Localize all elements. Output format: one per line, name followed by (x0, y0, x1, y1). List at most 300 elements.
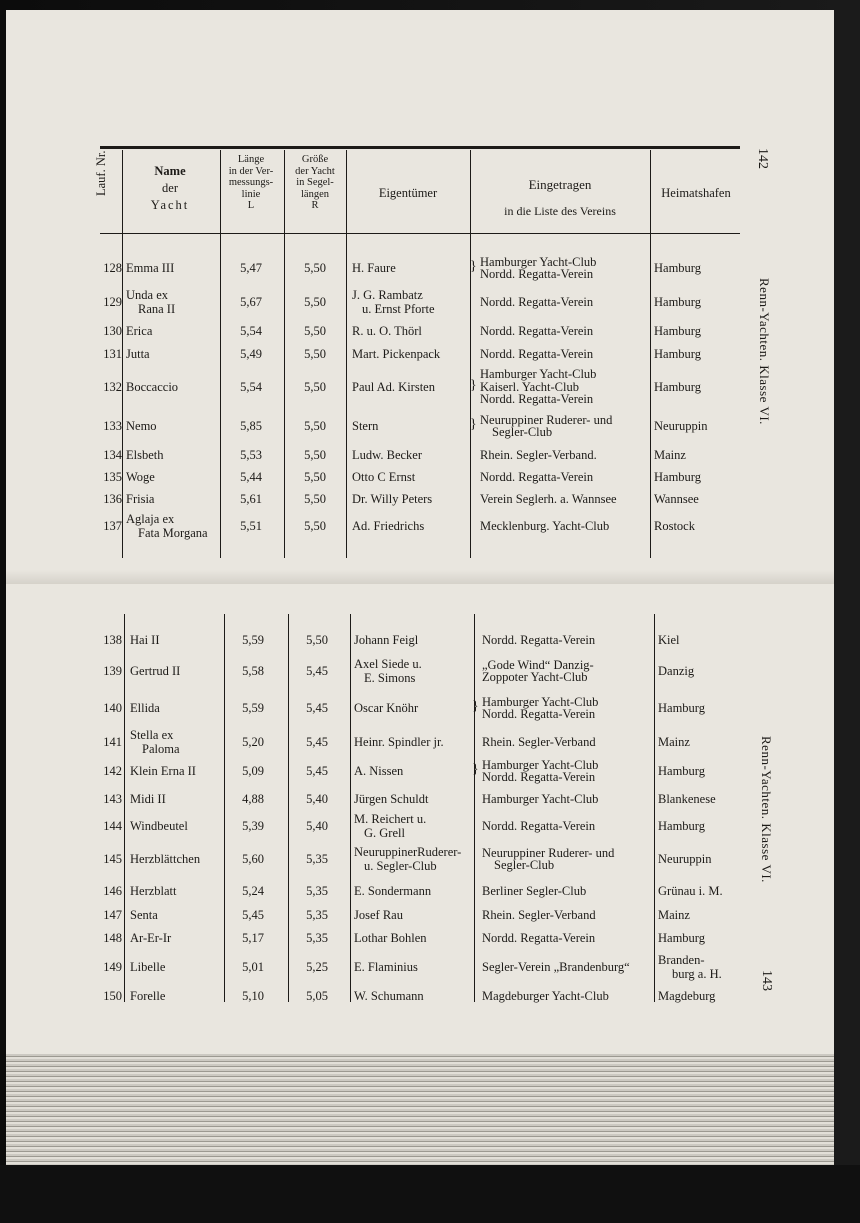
owner-line: Otto C Ernst (352, 470, 416, 484)
page-number: 143 (759, 970, 774, 991)
owner (354, 931, 472, 945)
yacht-name-line: Rana II (138, 302, 176, 316)
owner-line: Oscar Knöhr (354, 701, 419, 715)
heimatshafen-line: Mainz (658, 735, 690, 749)
row-number: 141 (103, 735, 122, 749)
groesse-value: 5,40 (306, 819, 328, 833)
owner-line: A. Nissen (354, 764, 404, 778)
heimatshafen (658, 792, 748, 806)
yacht-name (126, 470, 226, 484)
owner-line: u. Segler-Club (364, 859, 437, 873)
yacht-name (130, 664, 230, 678)
owner (352, 519, 470, 533)
owner (352, 261, 470, 275)
row-number: 150 (103, 989, 122, 1003)
yacht-name-line: Herzblatt (130, 884, 177, 898)
heimatshafen (654, 380, 744, 394)
verein (480, 520, 658, 533)
owner-line: R. u. O. Thörl (352, 324, 422, 338)
heimatshafen (658, 953, 748, 981)
header-eingetragen-line: in die Liste des Vereins (504, 204, 616, 218)
yacht-name (126, 347, 226, 361)
yacht-name-line: Frisia (126, 492, 155, 506)
heimatshafen (658, 884, 748, 898)
verein-line: Hamburger Yacht-Club (482, 757, 599, 772)
column-divider (122, 150, 123, 558)
verein-line: Segler-Club (494, 858, 555, 872)
yacht-name (130, 960, 230, 974)
owner (352, 380, 470, 394)
header-name-line: der (162, 181, 178, 195)
heimatshafen (658, 931, 748, 945)
heimatshafen (654, 448, 744, 462)
verein-line: Nordd. Regatta-Verein (480, 346, 594, 361)
owner-line: Ad. Friedrichs (352, 519, 425, 533)
yacht-name (130, 792, 230, 806)
heimatshafen-line: Wannsee (654, 492, 699, 506)
owner-line: E. Simons (364, 671, 416, 685)
groesse-value: 5,50 (304, 492, 326, 506)
verein-line: Mecklenburg. Yacht-Club (480, 518, 610, 533)
verein-line: Nordd. Regatta-Verein (482, 770, 596, 784)
verein (482, 659, 660, 684)
heimatshafen-line: Hamburg (658, 764, 705, 778)
laenge-value: 5,20 (242, 735, 264, 749)
verein (480, 449, 658, 462)
groesse-value: 5,35 (306, 931, 328, 945)
groesse-value: 5,50 (304, 419, 326, 433)
verein-line: Segler-Club (492, 425, 553, 439)
yacht-name (126, 419, 226, 433)
row-number: 128 (103, 261, 122, 275)
row-number: 143 (103, 792, 122, 806)
page-143 (6, 584, 834, 1054)
heimatshafen (658, 819, 748, 833)
laenge-value: 5,44 (240, 470, 262, 484)
laenge-value: 5,01 (242, 960, 264, 974)
column-divider (346, 150, 347, 558)
header-eingetragen (470, 172, 650, 224)
groesse-value: 5,50 (304, 519, 326, 533)
heimatshafen (654, 492, 744, 506)
column-divider (470, 150, 471, 558)
verein (480, 368, 658, 406)
owner (352, 288, 470, 316)
laenge-value: 5,67 (240, 295, 262, 309)
owner (352, 470, 470, 484)
row-number: 138 (103, 633, 122, 647)
verein (482, 909, 660, 922)
verein (480, 414, 658, 439)
laenge-value: 4,88 (242, 792, 264, 806)
yacht-name (126, 261, 226, 275)
owner (354, 764, 472, 778)
yacht-name (130, 931, 230, 945)
heimatshafen (658, 852, 748, 866)
heimatshafen (654, 295, 744, 309)
owner (354, 812, 472, 840)
verein-line: Nordd. Regatta-Verein (480, 294, 594, 309)
heimatshafen-line: burg a. H. (672, 967, 722, 981)
row-number: 147 (103, 908, 122, 922)
groesse-value: 5,45 (306, 735, 328, 749)
yacht-name (126, 512, 226, 540)
groesse-value: 5,45 (306, 701, 328, 715)
yacht-name-line: Boccaccio (126, 380, 179, 394)
owner-line: Stern (352, 419, 379, 433)
brace-icon: } (470, 259, 477, 274)
row-number: 133 (103, 419, 122, 433)
groesse-value: 5,45 (306, 664, 328, 678)
header-groesse-line: in Segel- (296, 177, 334, 188)
heimatshafen (658, 633, 748, 647)
heimatshafen-line: Kiel (658, 633, 680, 647)
heimatshafen (654, 419, 744, 433)
header-bottom-rule (100, 233, 740, 234)
header-name-line: Name (154, 164, 186, 178)
yacht-name (130, 819, 230, 833)
owner (354, 845, 472, 873)
verein-line: Zoppoter Yacht-Club (482, 670, 588, 684)
row-number: 139 (103, 664, 122, 678)
header-groesse-line: der Yacht (295, 165, 335, 177)
yacht-name-line: Ar-Er-Ir (130, 931, 172, 945)
running-title: Renn-Yachten. Klasse VI. (757, 278, 772, 425)
owner-line: E. Sondermann (354, 884, 432, 898)
yacht-name-line: Woge (126, 470, 155, 484)
header-laenge (218, 154, 284, 212)
yacht-name-line: Senta (130, 908, 158, 922)
heimatshafen (658, 764, 748, 778)
yacht-name-line: Hai II (130, 633, 160, 647)
yacht-name (130, 908, 230, 922)
yacht-name-line: Windbeutel (130, 819, 188, 833)
header-eingetragen-line: Eingetragen (528, 177, 592, 192)
verein-line: Berliner Segler-Club (482, 883, 587, 898)
owner-line: G. Grell (364, 826, 405, 840)
verein-line: Nordd. Regatta-Verein (480, 469, 594, 484)
owner (354, 908, 472, 922)
header-name-line: Yacht (150, 198, 190, 212)
yacht-name-line: Erica (126, 324, 153, 338)
heimatshafen-line: Danzig (658, 664, 695, 678)
laenge-value: 5,10 (242, 989, 264, 1003)
laenge-value: 5,61 (240, 492, 262, 506)
laenge-value: 5,47 (240, 261, 262, 275)
header-laenge-line: in der Ver- (228, 165, 274, 177)
row-number: 146 (103, 884, 122, 898)
laenge-value: 5,59 (242, 633, 264, 647)
owner-line: M. Reichert u. (354, 812, 427, 826)
header-groesse-line: R (311, 200, 319, 211)
row-number: 140 (103, 701, 122, 715)
verein (482, 990, 660, 1003)
owner (352, 448, 470, 462)
brace-icon: } (470, 378, 477, 393)
owner (354, 989, 472, 1003)
heimatshafen (658, 735, 748, 749)
yacht-name-line: Aglaja ex (126, 512, 175, 526)
laenge-value: 5,85 (240, 419, 262, 433)
verein-line: Hamburger Yacht-Club (480, 254, 597, 269)
verein-line: Nordd. Regatta-Verein (482, 632, 596, 647)
row-number: 131 (103, 347, 122, 361)
yacht-name (130, 852, 230, 866)
groesse-value: 5,45 (306, 764, 328, 778)
owner-line: Mart. Pickenpack (352, 347, 441, 361)
header-eigentuemer: Eigentümer (378, 186, 438, 200)
page-142 (6, 10, 834, 584)
verein-line: Neuruppiner Ruderer- und (480, 412, 613, 427)
yacht-name-line: Herzblättchen (130, 852, 201, 866)
yacht-name (126, 380, 226, 394)
verein-line: Magdeburger Yacht-Club (482, 988, 609, 1003)
yacht-name (126, 324, 226, 338)
book-edge (834, 10, 860, 1160)
row-number: 149 (103, 960, 122, 974)
heimatshafen-line: Hamburg (658, 819, 705, 833)
verein-line: Hamburger Yacht-Club (482, 694, 599, 709)
heimatshafen-line: Hamburg (654, 470, 701, 484)
owner-line: Lothar Bohlen (354, 931, 427, 945)
verein-line: Nordd. Regatta-Verein (480, 323, 594, 338)
heimatshafen (654, 347, 744, 361)
yacht-name (130, 701, 230, 715)
header-laenge-line: L (247, 200, 255, 211)
row-number: 130 (103, 324, 122, 338)
heimatshafen-line: Hamburg (654, 295, 701, 309)
row-number: 137 (103, 519, 122, 533)
yacht-name-line: Nemo (126, 419, 157, 433)
laenge-value: 5,45 (242, 908, 264, 922)
owner-line: E. Flaminius (354, 960, 418, 974)
yacht-name (126, 492, 226, 506)
verein-line: Nordd. Regatta-Verein (480, 392, 594, 407)
owner-line: Heinr. Spindler jr. (354, 735, 444, 749)
brace-icon: } (472, 699, 479, 714)
owner (354, 633, 472, 647)
heimatshafen-line: Hamburg (654, 324, 701, 338)
owner-line: H. Faure (352, 261, 396, 275)
heimatshafen-line: Neuruppin (658, 852, 712, 866)
header-laenge-line: messungs- (228, 177, 274, 188)
groesse-value: 5,50 (304, 295, 326, 309)
yacht-name-line: Gertrud II (130, 664, 181, 678)
header-top-rule (100, 146, 740, 149)
heimatshafen (658, 664, 748, 678)
groesse-value: 5,40 (306, 792, 328, 806)
yacht-name-line: Fata Morgana (138, 526, 208, 540)
verein (480, 493, 658, 506)
owner-line: u. Ernst Pforte (362, 302, 435, 316)
page-edges (6, 1054, 834, 1174)
verein (482, 793, 660, 806)
verein-line: „Gode Wind“ Danzig- (482, 657, 594, 672)
verein (482, 696, 660, 721)
heimatshafen (658, 989, 748, 1003)
verein-line: Hamburger Yacht-Club (482, 791, 599, 806)
yacht-name-line: Jutta (126, 347, 150, 361)
yacht-name-line: Midi II (130, 792, 166, 806)
owner (354, 735, 472, 749)
heimatshafen-line: Mainz (658, 908, 690, 922)
row-number: 142 (103, 764, 122, 778)
header-name (124, 163, 216, 214)
row-number: 134 (103, 448, 122, 462)
heimatshafen (654, 519, 744, 533)
yacht-name (130, 884, 230, 898)
owner (354, 884, 472, 898)
yacht-name (130, 764, 230, 778)
header-laenge-line: linie (241, 188, 261, 200)
verein-line: Neuruppiner Ruderer- und (482, 845, 615, 860)
heimatshafen (658, 701, 748, 715)
verein-line: Nordd. Regatta-Verein (480, 267, 594, 281)
verein-line: Hamburger Yacht-Club (480, 367, 597, 382)
owner-line: Axel Siede u. (354, 657, 422, 671)
laenge-value: 5,54 (240, 324, 262, 338)
yacht-name-line: Stella ex (130, 728, 174, 742)
owner-line: NeuruppinerRuderer- (354, 845, 462, 859)
owner-line: Ludw. Becker (352, 448, 422, 462)
heimatshafen-line: Magdeburg (658, 989, 716, 1003)
groesse-value: 5,50 (304, 347, 326, 361)
laenge-value: 5,17 (242, 931, 264, 945)
yacht-name-line: Klein Erna II (130, 764, 196, 778)
yacht-name (130, 728, 230, 756)
groesse-value: 5,25 (306, 960, 328, 974)
verein (480, 348, 658, 361)
heimatshafen-line: Mainz (654, 448, 686, 462)
scan-bottom (0, 1165, 860, 1223)
groesse-value: 5,05 (306, 989, 328, 1003)
owner (352, 419, 470, 433)
verein (482, 759, 660, 784)
yacht-name-line: Emma III (126, 261, 175, 275)
verein (482, 634, 660, 647)
laenge-value: 5,58 (242, 664, 264, 678)
laenge-value: 5,60 (242, 852, 264, 866)
heimatshafen-line: Hamburg (654, 347, 701, 361)
yacht-name-line: Forelle (130, 989, 166, 1003)
row-number: 135 (103, 470, 122, 484)
verein (480, 296, 658, 309)
owner (354, 657, 472, 685)
header-groesse (284, 154, 346, 212)
heimatshafen (658, 908, 748, 922)
row-number: 132 (103, 380, 122, 394)
verein (482, 820, 660, 833)
header-nr: Lauf. Nr. (94, 150, 108, 196)
laenge-value: 5,09 (242, 764, 264, 778)
laenge-value: 5,53 (240, 448, 262, 462)
heimatshafen-line: Neuruppin (654, 419, 708, 433)
owner (352, 324, 470, 338)
column-divider (124, 614, 125, 1002)
verein-line: Rhein. Segler-Verband (482, 734, 596, 749)
row-number: 136 (103, 492, 122, 506)
owner (352, 492, 470, 506)
groesse-value: 5,35 (306, 908, 328, 922)
heimatshafen (654, 470, 744, 484)
heimatshafen-line: Blankenese (658, 792, 716, 806)
yacht-name-line: Elsbeth (126, 448, 164, 462)
yacht-name-line: Paloma (142, 742, 180, 756)
heimatshafen (654, 324, 744, 338)
owner (354, 960, 472, 974)
heimatshafen-line: Hamburg (658, 701, 705, 715)
verein (482, 885, 660, 898)
heimatshafen-line: Grünau i. M. (658, 884, 723, 898)
column-divider (350, 614, 351, 1002)
row-number: 148 (103, 931, 122, 945)
header-heimatshafen: Heimatshafen (661, 186, 731, 200)
laenge-value: 5,54 (240, 380, 262, 394)
brace-icon: } (472, 762, 479, 777)
owner-line: W. Schumann (354, 989, 424, 1003)
verein-line: Segler-Verein „Brandenburg“ (482, 959, 630, 974)
yacht-name-line: Unda ex (126, 288, 168, 302)
owner-line: J. G. Rambatz (352, 288, 423, 302)
groesse-value: 5,35 (306, 884, 328, 898)
verein (482, 932, 660, 945)
groesse-value: 5,50 (304, 470, 326, 484)
heimatshafen-line: Hamburg (654, 380, 701, 394)
verein-line: Nordd. Regatta-Verein (482, 707, 596, 721)
verein (482, 847, 660, 872)
heimatshafen-line: Hamburg (658, 931, 705, 945)
row-number: 144 (103, 819, 122, 833)
laenge-value: 5,24 (242, 884, 264, 898)
verein-line: Verein Seglerh. a. Wannsee (480, 491, 617, 506)
yacht-name (126, 448, 226, 462)
verein (482, 961, 660, 974)
yacht-name (126, 288, 226, 316)
verein (480, 325, 658, 338)
owner-line: Jürgen Schuldt (354, 792, 429, 806)
yacht-name-line: Libelle (130, 960, 166, 974)
heimatshafen-line: Branden- (658, 953, 705, 967)
header-groesse-line: Größe (301, 154, 329, 165)
verein (480, 256, 658, 281)
groesse-value: 5,35 (306, 852, 328, 866)
groesse-value: 5,50 (304, 380, 326, 394)
heimatshafen (654, 261, 744, 275)
owner-line: Josef Rau (354, 908, 403, 922)
laenge-value: 5,51 (240, 519, 262, 533)
owner-line: Paul Ad. Kirsten (352, 380, 435, 394)
heimatshafen-line: Rostock (654, 519, 695, 533)
brace-icon: } (470, 417, 477, 432)
row-number: 129 (103, 295, 122, 309)
verein (480, 471, 658, 484)
laenge-value: 5,49 (240, 347, 262, 361)
header-groesse-line: längen (301, 188, 329, 200)
heimatshafen-line: Hamburg (654, 261, 701, 275)
owner (354, 701, 472, 715)
page-number: 142 (755, 148, 770, 169)
yacht-name (130, 989, 230, 1003)
groesse-value: 5,50 (304, 448, 326, 462)
gutter-shadow (6, 570, 834, 584)
owner (354, 792, 472, 806)
verein (482, 736, 660, 749)
verein-line: Nordd. Regatta-Verein (482, 930, 596, 945)
groesse-value: 5,50 (304, 324, 326, 338)
verein-line: Nordd. Regatta-Verein (482, 818, 596, 833)
verein-line: Kaiserl. Yacht-Club (480, 379, 579, 394)
verein-line: Rhein. Segler-Verband. (480, 447, 597, 462)
